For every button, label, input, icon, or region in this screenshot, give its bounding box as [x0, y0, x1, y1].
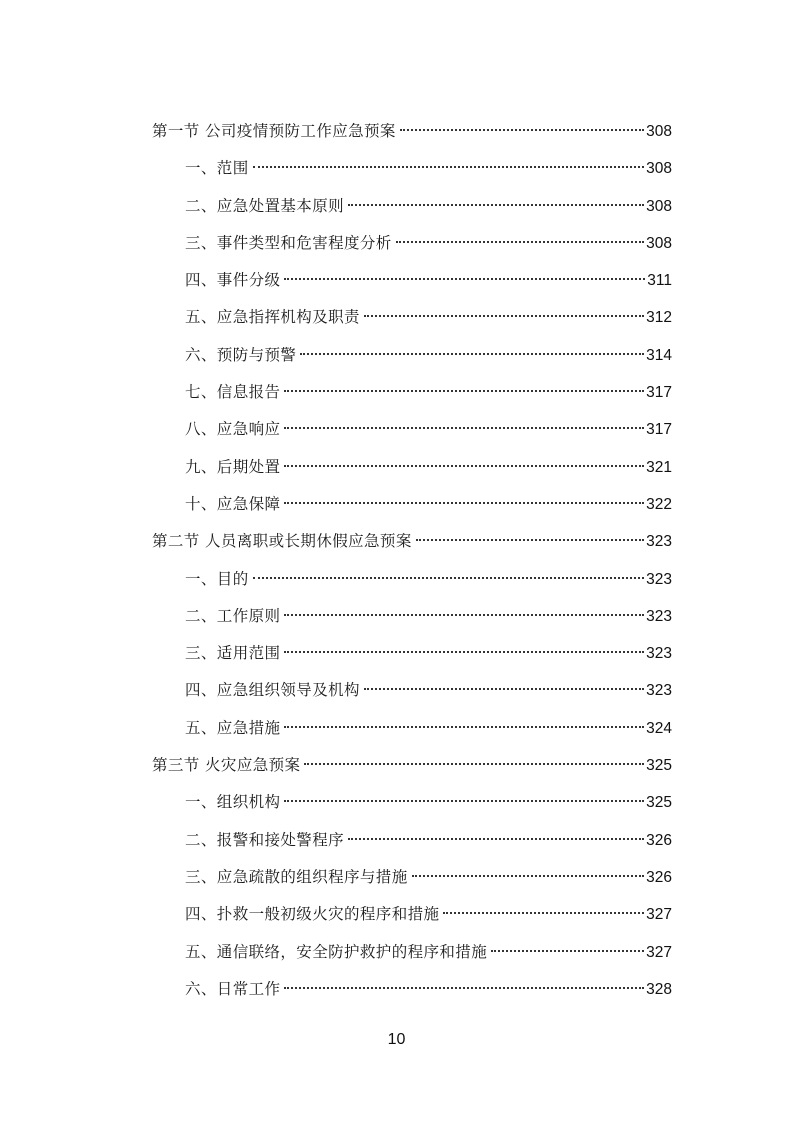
dot-leader	[284, 614, 644, 616]
dot-leader	[304, 763, 644, 765]
dot-leader	[400, 129, 644, 131]
toc-entry[interactable]	[152, 453, 672, 490]
toc-entry[interactable]	[152, 303, 672, 340]
dot-leader	[364, 315, 644, 317]
toc-entry-title: 四、事件分级	[185, 271, 281, 290]
dot-leader	[284, 465, 644, 467]
toc-entry[interactable]	[152, 714, 672, 751]
toc-entry-title: 四、应急组织领导及机构	[185, 681, 360, 700]
toc-entry-title: 六、日常工作	[185, 979, 281, 998]
toc-entry-title: 十、应急保障	[185, 494, 281, 513]
toc-entry-page: 308	[646, 123, 672, 140]
toc-entry-page: 308	[646, 234, 672, 252]
toc-entry[interactable]	[152, 490, 672, 527]
dot-leader	[253, 577, 645, 579]
toc-entry[interactable]	[152, 266, 672, 303]
dot-leader	[491, 950, 644, 952]
toc-entry-title: 五、通信联络，安全防护救护的程序和措施	[185, 942, 488, 961]
toc-entry[interactable]	[152, 117, 672, 154]
toc-entry-title: 九、后期处置	[185, 457, 281, 476]
dot-leader	[364, 688, 644, 690]
toc-entry-page: 326	[646, 831, 672, 849]
toc-entry[interactable]	[152, 154, 672, 191]
toc-entry-page: 324	[646, 719, 672, 737]
toc-entry[interactable]	[152, 788, 672, 825]
toc-entry-title: 第一节 公司疫情预防工作应急预案	[152, 122, 396, 140]
dot-leader	[396, 241, 644, 243]
toc-entry-page: 321	[646, 458, 672, 476]
dot-leader	[284, 278, 645, 280]
toc-entry[interactable]	[152, 229, 672, 266]
toc-entry-page: 323	[646, 570, 672, 588]
toc-entry-title: 三、适用范围	[185, 644, 281, 663]
toc-entry-page: 325	[646, 757, 672, 775]
dot-leader	[348, 204, 644, 206]
dot-leader	[284, 427, 644, 429]
dot-leader	[253, 166, 645, 168]
toc-entry-page: 308	[646, 160, 672, 178]
toc-entry-title: 二、应急处置基本原则	[185, 196, 345, 215]
toc-entry-title: 五、应急指挥机构及职责	[185, 308, 360, 327]
dot-leader	[412, 875, 645, 877]
table-of-contents	[152, 117, 672, 1012]
toc-entry[interactable]	[152, 751, 672, 788]
dot-leader	[300, 353, 644, 355]
dot-leader	[284, 800, 644, 802]
toc-entry-title: 六、预防与预警	[185, 345, 297, 364]
toc-entry-title: 三、应急疏散的组织程序与措施	[185, 867, 408, 886]
toc-entry[interactable]	[152, 415, 672, 452]
toc-entry-page: 327	[646, 906, 672, 924]
toc-entry-title: 一、目的	[185, 569, 249, 588]
page-number: 10	[387, 1031, 406, 1048]
toc-entry-page: 328	[646, 980, 672, 998]
toc-entry-page: 325	[646, 794, 672, 812]
toc-entry-title: 八、应急响应	[185, 420, 281, 439]
dot-leader	[284, 390, 644, 392]
toc-entry[interactable]	[152, 378, 672, 415]
toc-entry[interactable]	[152, 639, 672, 676]
toc-entry-page: 317	[646, 384, 672, 402]
dot-leader	[284, 726, 644, 728]
toc-entry-title: 七、信息报告	[185, 383, 281, 402]
toc-entry[interactable]	[152, 565, 672, 602]
toc-entry-page: 323	[646, 533, 672, 551]
toc-entry[interactable]	[152, 527, 672, 564]
toc-entry-page: 326	[646, 868, 672, 886]
toc-entry-title: 四、扑救一般初级火灾的程序和措施	[185, 905, 440, 924]
dot-leader	[416, 539, 644, 541]
toc-entry[interactable]	[152, 676, 672, 713]
toc-entry-page: 322	[646, 495, 672, 513]
toc-entry-page: 323	[646, 607, 672, 625]
toc-entry[interactable]	[152, 938, 672, 975]
toc-entry[interactable]	[152, 826, 672, 863]
toc-entry[interactable]	[152, 900, 672, 937]
dot-leader	[284, 502, 644, 504]
toc-entry[interactable]	[152, 975, 672, 1012]
toc-entry-page: 323	[646, 645, 672, 663]
toc-entry-title: 二、报警和接处警程序	[185, 830, 345, 849]
toc-entry[interactable]	[152, 341, 672, 378]
dot-leader	[284, 651, 644, 653]
toc-entry-title: 一、范围	[185, 159, 249, 178]
dot-leader	[284, 987, 644, 989]
toc-entry-title: 一、组织机构	[185, 793, 281, 812]
toc-entry-title: 二、工作原则	[185, 606, 281, 625]
toc-entry-page: 314	[646, 346, 672, 364]
toc-entry-title: 第二节 人员离职或长期休假应急预案	[152, 532, 412, 551]
toc-entry[interactable]	[152, 863, 672, 900]
toc-entry-title: 第三节 火灾应急预案	[152, 756, 301, 775]
toc-entry[interactable]	[152, 192, 672, 229]
toc-entry-page: 323	[646, 682, 672, 700]
toc-entry-page: 311	[647, 272, 672, 290]
toc-entry[interactable]	[152, 602, 672, 639]
toc-entry-page: 312	[646, 309, 672, 327]
toc-entry-page: 317	[646, 421, 672, 439]
dot-leader	[443, 912, 644, 914]
dot-leader	[348, 838, 644, 840]
toc-entry-title: 三、事件类型和危害程度分析	[185, 233, 392, 252]
toc-entry-page: 327	[646, 943, 672, 961]
toc-entry-title: 五、应急措施	[185, 718, 281, 737]
toc-entry-page: 308	[646, 197, 672, 215]
